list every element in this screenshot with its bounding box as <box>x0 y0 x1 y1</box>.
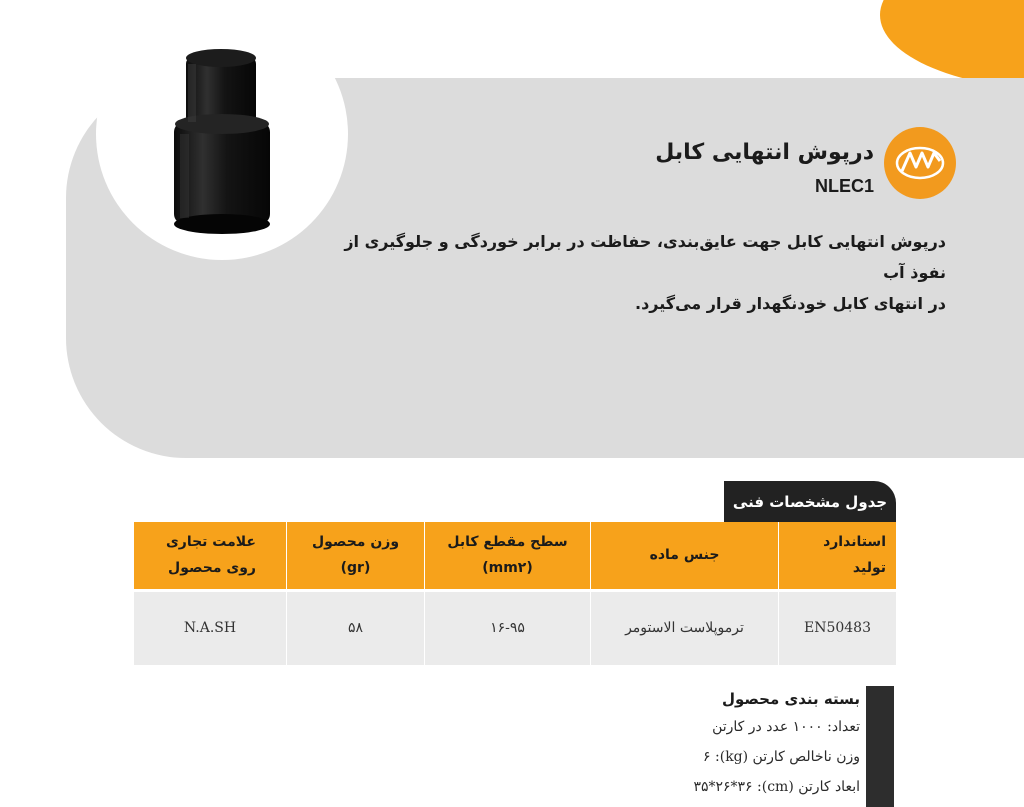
product-title: درپوش انتهایی کابل <box>655 140 874 165</box>
cell-brand: N.A.SH <box>134 590 287 665</box>
header-weight: وزن محصول (gr) <box>287 522 425 590</box>
packaging-dimensions: ابعاد کارتن (cm): ۳۵*۲۶*۳۶ <box>693 779 860 795</box>
specs-header-row <box>134 522 897 590</box>
cell-material: ترموپلاست الاستومر <box>591 590 779 665</box>
header-cross-section: سطح مقطع کابل (mm۲) <box>425 522 591 590</box>
header-brand: علامت تجاری روی محصول <box>134 522 287 590</box>
product-photo <box>96 8 348 260</box>
product-code: NLEC1 <box>814 176 874 196</box>
cell-cross-section: ۱۶-۹۵ <box>425 590 591 665</box>
packaging-section <box>693 686 860 802</box>
specs-table-tab: جدول مشخصات فنی <box>724 481 896 523</box>
product-description <box>306 226 946 319</box>
specs-table <box>133 522 897 665</box>
packaging-title: بسته بندی محصول <box>721 690 860 708</box>
packaging-count: تعداد: ۱۰۰۰ عدد در کارتن <box>712 719 860 735</box>
header-standard: استاندارد تولید <box>779 522 897 590</box>
description-line-2: در انتهای کابل خودنگهدار قرار می‌گیرد. <box>634 294 946 313</box>
packaging-accent-bar <box>866 686 894 807</box>
cell-standard: EN50483 <box>779 590 897 665</box>
table-row <box>134 590 897 665</box>
packaging-weight: وزن ناخالص کارتن (kg): ۶ <box>703 749 860 765</box>
cable-end-cap-image <box>144 48 300 238</box>
header-material: جنس ماده <box>591 522 779 590</box>
company-logo <box>884 127 956 199</box>
cell-weight: ۵۸ <box>287 590 425 665</box>
description-line-1: درپوش انتهایی کابل جهت عایق‌بندی، حفاظت در برابر خوردگی و جلوگیری از نفوذ آب <box>344 232 946 282</box>
logo-icon <box>884 127 956 199</box>
orange-corner-arc <box>880 0 1024 90</box>
